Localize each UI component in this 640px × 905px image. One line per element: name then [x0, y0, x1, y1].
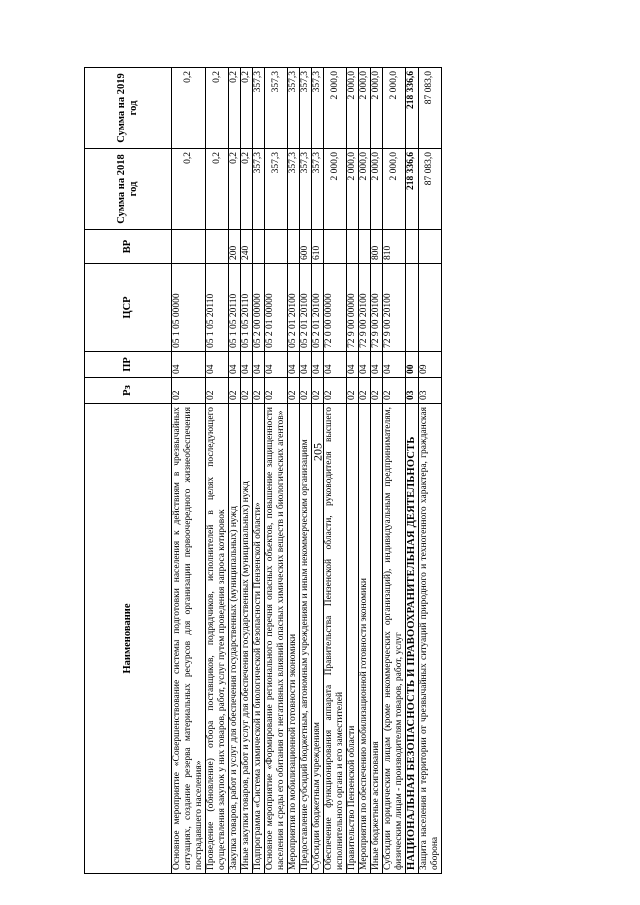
table-row — [324, 68, 347, 874]
cell-vr: 600 — [300, 230, 312, 264]
cell-name: Мероприятия по обеспечению мобилизационной готовности экономики — [359, 404, 371, 874]
cell-csr: 05 2 00 00000 — [253, 264, 265, 352]
cell-vr: 240 — [241, 230, 253, 264]
cell-sum2018: 0,2 — [206, 149, 229, 230]
cell-sum2019: 87 083,0 — [418, 68, 441, 149]
cell-sum2018: 357,3 — [312, 149, 324, 230]
cell-sum2019: 2 000,0 — [371, 68, 383, 149]
cell-pr: 04 — [312, 352, 324, 378]
header-row — [85, 68, 172, 874]
cell-rz: 02 — [265, 378, 288, 404]
cell-name: НАЦИОНАЛЬНАЯ БЕЗОПАСНОСТЬ И ПРАВООХРАНИТЕЛЬНАЯ ДЕЯТЕЛЬНОСТЬ — [406, 404, 419, 874]
cell-rz: 02 — [300, 378, 312, 404]
table-row — [371, 68, 383, 874]
cell-vr — [418, 230, 441, 264]
header-pr: ПР — [85, 352, 172, 378]
cell-csr: 05 1 05 20110 — [206, 264, 229, 352]
cell-pr: 04 — [347, 352, 359, 378]
cell-sum2019: 2 000,0 — [383, 68, 406, 149]
cell-sum2018: 2 000,0 — [383, 149, 406, 230]
cell-sum2018: 87 083,0 — [418, 149, 441, 230]
header-sum-2019: Сумма на 2019 год — [85, 68, 172, 149]
cell-csr: 05 1 05 20110 — [229, 264, 241, 352]
budget-table — [84, 67, 442, 874]
cell-csr: 72 9 00 00000 — [347, 264, 359, 352]
cell-pr: 04 — [241, 352, 253, 378]
cell-rz: 02 — [241, 378, 253, 404]
cell-sum2019: 357,3 — [300, 68, 312, 149]
cell-sum2019: 357,3 — [288, 68, 300, 149]
cell-sum2018: 2 000,0 — [359, 149, 371, 230]
cell-csr: 05 1 05 20110 — [241, 264, 253, 352]
cell-sum2019: 357,3 — [312, 68, 324, 149]
table-row — [359, 68, 371, 874]
cell-vr — [406, 230, 419, 264]
cell-sum2018: 2 000,0 — [324, 149, 347, 230]
cell-sum2019: 2 000,0 — [347, 68, 359, 149]
cell-sum2018: 218 336,6 — [406, 149, 419, 230]
cell-sum2019: 0,2 — [241, 68, 253, 149]
cell-rz: 02 — [172, 378, 206, 404]
header-rz: Рз — [85, 378, 172, 404]
budget-table-rotated — [84, 68, 442, 874]
cell-pr: 04 — [265, 352, 288, 378]
cell-sum2019: 0,2 — [206, 68, 229, 149]
table-row — [229, 68, 241, 874]
table-row — [288, 68, 300, 874]
cell-pr: 04 — [359, 352, 371, 378]
cell-csr: 72 9 00 20100 — [371, 264, 383, 352]
cell-rz: 02 — [383, 378, 406, 404]
cell-vr: 810 — [383, 230, 406, 264]
table-body — [172, 68, 442, 874]
cell-name: Иные закупки товаров, работ и услуг для обеспечения государственных (муниципальных) нужд — [241, 404, 253, 874]
cell-rz: 02 — [347, 378, 359, 404]
cell-rz: 02 — [253, 378, 265, 404]
cell-sum2018: 0,2 — [229, 149, 241, 230]
cell-csr: 05 2 01 20100 — [312, 264, 324, 352]
cell-sum2019: 2 000,0 — [359, 68, 371, 149]
cell-vr: 200 — [229, 230, 241, 264]
cell-name: Мероприятия по мобилизационной готовности экономики — [288, 404, 300, 874]
cell-csr: 05 2 01 20100 — [300, 264, 312, 352]
cell-csr: 05 2 01 20100 — [288, 264, 300, 352]
cell-vr — [206, 230, 229, 264]
cell-name: Иные бюджетные ассигнования — [371, 404, 383, 874]
cell-pr: 04 — [300, 352, 312, 378]
cell-sum2018: 2 000,0 — [371, 149, 383, 230]
cell-sum2019: 0,2 — [172, 68, 206, 149]
cell-vr — [324, 230, 347, 264]
cell-sum2018: 0,2 — [172, 149, 206, 230]
cell-pr: 04 — [253, 352, 265, 378]
cell-csr: 05 2 01 00000 — [265, 264, 288, 352]
cell-name: Проведение (обновление) отбора поставщиков, подрядчиков, исполнителей в целях последующего осуществления закупок у них товаров, работ, услуг путем проведения запроса котировок — [206, 404, 229, 874]
cell-csr — [418, 264, 441, 352]
cell-pr: 04 — [206, 352, 229, 378]
cell-pr: 09 — [418, 352, 441, 378]
cell-csr: 72 0 00 00000 — [324, 264, 347, 352]
cell-name: Предоставление субсидий бюджетным, автономным учреждениям и иным некоммерческим организациям — [300, 404, 312, 874]
cell-name: Правительство Пензенской области — [347, 404, 359, 874]
cell-pr: 04 — [229, 352, 241, 378]
cell-csr: 05 1 05 00000 — [172, 264, 206, 352]
cell-pr: 04 — [324, 352, 347, 378]
cell-rz: 02 — [359, 378, 371, 404]
table-row — [265, 68, 288, 874]
cell-name: Закупка товаров, работ и услуг для обеспечения государственных (муниципальных) нужд — [229, 404, 241, 874]
cell-vr — [253, 230, 265, 264]
cell-sum2018: 0,2 — [241, 149, 253, 230]
cell-vr: 800 — [371, 230, 383, 264]
table-row — [172, 68, 206, 874]
cell-sum2018: 357,3 — [265, 149, 288, 230]
cell-csr — [406, 264, 419, 352]
cell-name: Субсидии бюджетным учреждениям — [312, 404, 324, 874]
cell-pr: 04 — [172, 352, 206, 378]
cell-rz: 02 — [324, 378, 347, 404]
cell-pr: 04 — [383, 352, 406, 378]
cell-sum2019: 0,2 — [229, 68, 241, 149]
cell-pr: 04 — [288, 352, 300, 378]
cell-csr: 72 9 00 20100 — [383, 264, 406, 352]
page-number: 205 — [310, 443, 325, 461]
cell-pr: 00 — [406, 352, 419, 378]
cell-name: Основное мероприятие «Формирование регионального перечня опасных объектов, повышение защищенности населения и среды его обитания от негативных влияний опасных химических веществ и биологических агентов» — [265, 404, 288, 874]
cell-sum2019: 357,3 — [253, 68, 265, 149]
cell-rz: 02 — [206, 378, 229, 404]
cell-rz: 02 — [288, 378, 300, 404]
cell-vr — [265, 230, 288, 264]
cell-sum2019: 218 336,6 — [406, 68, 419, 149]
cell-vr — [288, 230, 300, 264]
cell-vr: 610 — [312, 230, 324, 264]
cell-vr — [347, 230, 359, 264]
table-row — [418, 68, 441, 874]
cell-sum2018: 2 000,0 — [347, 149, 359, 230]
cell-csr: 72 9 00 20100 — [359, 264, 371, 352]
table-row — [347, 68, 359, 874]
cell-name: Защита населения и территории от чрезвычайных ситуаций природного и техногенного характера, гражданская оборона — [418, 404, 441, 874]
cell-sum2018: 357,3 — [288, 149, 300, 230]
cell-name: Основное мероприятие «Совершенствование системы подготовки населения к действиям в чрезвычайных ситуациях, создание резерва материальных ресурсов для организации первоочередного жизнеобеспечения пострадавшего населения» — [172, 404, 206, 874]
cell-rz: 03 — [406, 378, 419, 404]
table-row — [241, 68, 253, 874]
cell-sum2018: 357,3 — [253, 149, 265, 230]
table-row — [383, 68, 406, 874]
header-sum-2018: Сумма на 2018 год — [85, 149, 172, 230]
cell-rz: 02 — [371, 378, 383, 404]
cell-name: Обеспечение функционирования аппарата Правительства Пензенской области, руководителя высшего исполнительного органа и его заместителей — [324, 404, 347, 874]
header-vr: ВР — [85, 230, 172, 264]
cell-rz: 03 — [418, 378, 441, 404]
cell-vr — [359, 230, 371, 264]
cell-pr: 04 — [371, 352, 383, 378]
cell-name: Подпрограмма «Система химической и биологической безопасности Пензенской области» — [253, 404, 265, 874]
table-row — [406, 68, 419, 874]
cell-name: Субсидии юридическим лицам (кроме некоммерческих организаций), индивидуальным предпринимателям, физическим лицам - производителям товаров, работ, услуг — [383, 404, 406, 874]
cell-rz: 02 — [312, 378, 324, 404]
table-row — [206, 68, 229, 874]
cell-sum2018: 357,3 — [300, 149, 312, 230]
cell-rz: 02 — [229, 378, 241, 404]
header-name: Наименование — [85, 404, 172, 874]
header-csr: ЦСР — [85, 264, 172, 352]
cell-vr — [172, 230, 206, 264]
table-row — [300, 68, 312, 874]
table-row — [253, 68, 265, 874]
table-row — [312, 68, 324, 874]
cell-sum2019: 2 000,0 — [324, 68, 347, 149]
cell-sum2019: 357,3 — [265, 68, 288, 149]
